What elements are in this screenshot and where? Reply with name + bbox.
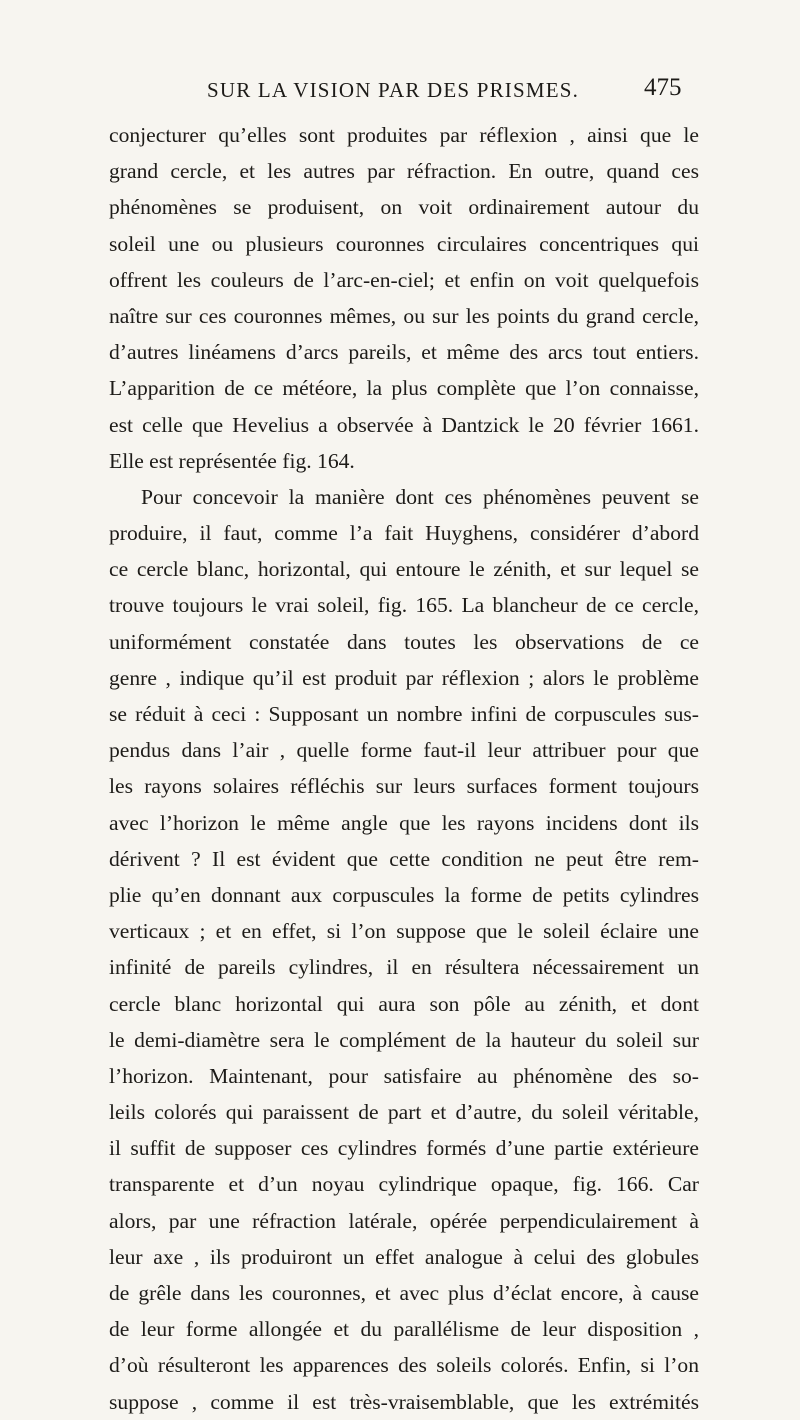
text-line: d’autres linéamens d’arcs pareils, et même des arcs tout entiers. [109, 340, 699, 365]
text-line: leur axe , ils produiront un effet analogue à celui des globules [109, 1244, 699, 1269]
text-line: conjecturer qu’elles sont produites par réflexion , ainsi que le [109, 123, 699, 147]
text-line: de grêle dans les couronnes, et avec plus d’éclat encore, à cause [109, 1281, 699, 1305]
text-line: verticaux ; et en effet, si l’on suppose que le soleil éclaire une [109, 919, 699, 944]
text-line: d’où résulteront les apparences des soleils colorés. Enfin, si l’on [109, 1353, 699, 1378]
text-line: dérivent ? Il est évident que cette condition ne peut être rem- [109, 846, 699, 871]
text-line: uniformément constatée dans toutes les observations de ce [109, 629, 699, 654]
paragraph-2 [109, 479, 699, 1420]
text-line: les rayons solaires réfléchis sur leurs surfaces forment toujours [109, 774, 699, 799]
text-line: grand cercle, et les autres par réfraction. En outre, quand ces [109, 159, 699, 184]
text-line: leils colorés qui paraissent de part et d’autre, du soleil véritable, [109, 1100, 699, 1125]
paragraph-1 [109, 117, 699, 479]
text-line: genre , indique qu’il est produit par réflexion ; alors le problème [109, 665, 699, 690]
text-line: infinité de pareils cylindres, il en résultera nécessairement un [109, 955, 699, 980]
text-line: offrent les couleurs de l’arc-en-ciel; et enfin on voit quelquefois [109, 267, 699, 292]
text-line: phénomènes se produisent, on voit ordinairement autour du [109, 195, 699, 220]
text-line: l’horizon. Maintenant, pour satisfaire au phénomène des so- [109, 1063, 699, 1088]
text-line: soleil une ou plusieurs couronnes circulaires concentriques qui [109, 231, 699, 256]
text-line: avec l’horizon le même angle que les rayons incidens dont ils [109, 810, 699, 835]
text-line: naître sur ces couronnes mêmes, ou sur les points du grand cercle, [109, 303, 699, 328]
text-line: pendus dans l’air , quelle forme faut-il leur attribuer pour que [109, 738, 699, 763]
text-line: produire, il faut, comme l’a fait Huyghens, considérer d’abord [109, 521, 699, 546]
text-line: suppose , comme il est très-vraisemblable, que les extrémités [109, 1389, 699, 1414]
text-line: il suffit de supposer ces cylindres formés d’une partie extérieure [109, 1136, 699, 1161]
text-line: ce cercle blanc, horizontal, qui entoure le zénith, et sur lequel se [109, 557, 699, 582]
running-head [0, 74, 800, 108]
body-text [109, 117, 699, 1420]
text-line: se réduit à ceci : Supposant un nombre infini de corpuscules sus- [109, 702, 699, 726]
text-line: Pour concevoir la manière dont ces phénomènes peuvent se [141, 484, 699, 509]
page-number: 475 [644, 74, 682, 101]
text-line: cercle blanc horizontal qui aura son pôle au zénith, et dont [109, 991, 699, 1016]
running-title: SUR LA VISION PAR DES PRISMES. [207, 78, 580, 102]
text-line: trouve toujours le vrai soleil, fig. 165. La blancheur de ce cercle, [109, 593, 699, 618]
text-line: plie qu’en donnant aux corpuscules la forme de petits cylindres [109, 882, 699, 907]
text-line: de leur forme allongée et du parallélisme de leur disposition , [109, 1317, 699, 1342]
text-line: Elle est représentée fig. 164. [109, 448, 355, 473]
text-line: est celle que Hevelius a observée à Dantzick le 20 février 1661. [109, 412, 699, 437]
text-line: transparente et d’un noyau cylindrique opaque, fig. 166. Car [109, 1172, 699, 1197]
text-line: le demi-diamètre sera le complément de la hauteur du soleil sur [109, 1027, 699, 1052]
text-line: alors, par une réfraction latérale, opérée perpendiculairement à [109, 1208, 699, 1233]
text-line: L’apparition de ce météore, la plus complète que l’on connaisse, [109, 376, 699, 401]
